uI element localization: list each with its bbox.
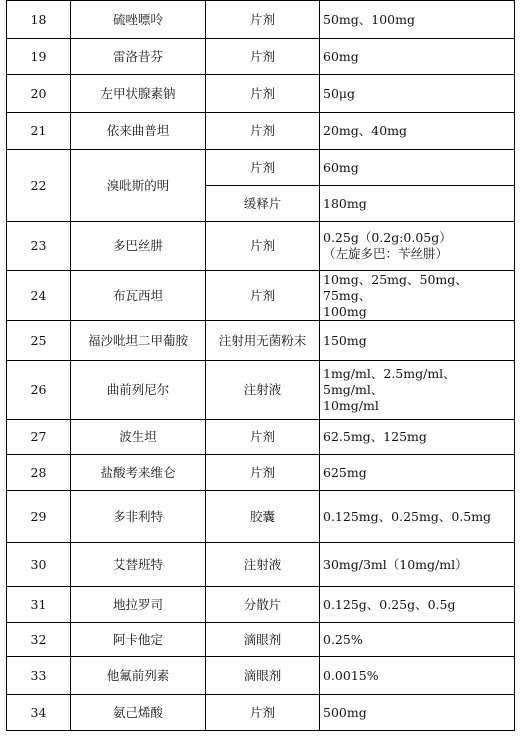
drug-spec-table [6,0,515,731]
dosage-form: 片剂 [206,39,320,75]
drug-name: 雷洛昔芬 [71,39,206,75]
table-row [7,222,515,271]
specification-line: 62.5mg、125mg [323,429,427,444]
dosage-form: 缓释片 [206,186,320,222]
specification [320,150,515,186]
table-row [7,695,515,731]
specification [320,455,515,491]
table-row [7,75,515,113]
row-number: 27 [7,420,71,455]
specification [320,75,515,113]
specification [320,271,515,321]
dosage-form: 滴眼剂 [206,623,320,657]
specification-line: 0.125mg、0.25mg、0.5mg [323,508,492,524]
drug-name: 左甲状腺素钠 [71,75,206,113]
drug-name: 氨己烯酸 [71,695,206,731]
specification-line: 60mg [323,159,359,175]
specification-line: 0.25g（0.2g:0.05g） [323,230,452,245]
specification [320,543,515,587]
dosage-form: 片剂 [206,75,320,113]
dosage-form: 片剂 [206,695,320,731]
drug-name: 曲前列尼尔 [71,361,206,420]
dosage-form: 片剂 [206,150,320,186]
drug-name: 阿卡他定 [71,623,206,657]
dosage-form: 片剂 [206,222,320,271]
specification [320,361,515,420]
specification-line: 10mg、25mg、50mg、75mg、 [323,271,468,303]
row-number: 34 [7,695,71,731]
row-number: 23 [7,222,71,271]
table-row [7,420,515,455]
dosage-form: 片剂 [206,455,320,491]
specification-line: 0.25% [323,631,363,647]
row-number: 26 [7,361,71,420]
row-number: 32 [7,623,71,657]
specification-line: 0.0015% [323,667,379,683]
dosage-form: 片剂 [206,420,320,455]
specification-line: 50mg、100mg [323,11,415,27]
drug-name: 多巴丝肼 [71,222,206,271]
row-number: 30 [7,543,71,587]
specification-line: 150mg [323,332,367,348]
row-number: 31 [7,587,71,623]
specification-line: 625mg [323,464,367,480]
row-number: 22 [7,150,71,222]
dosage-form: 注射液 [206,543,320,587]
dosage-form: 片剂 [206,113,320,150]
drug-name: 艾替班特 [71,543,206,587]
specification [320,491,515,543]
table-row [7,657,515,695]
row-number: 19 [7,39,71,75]
table-row [7,39,515,75]
specification [320,420,515,455]
table-row [7,321,515,361]
drug-name: 溴吡斯的明 [71,150,206,222]
drug-table-body [7,1,515,731]
specification [320,186,515,222]
specification-line: 10mg/ml [323,398,379,413]
drug-name: 波生坦 [71,420,206,455]
specification-line: 500mg [323,704,367,720]
table-row [7,587,515,623]
specification [320,321,515,361]
drug-name: 他氟前列素 [71,657,206,695]
specification-line: 20mg、40mg [323,123,408,138]
drug-name: 地拉罗司 [71,587,206,623]
specification-line: 50μg [323,85,356,101]
table-row [7,113,515,150]
drug-name: 硫唑嘌呤 [71,1,206,39]
row-number: 28 [7,455,71,491]
drug-name: 依来曲普坦 [71,113,206,150]
specification [320,39,515,75]
row-number: 29 [7,491,71,543]
specification-line: 30mg/3ml（10mg/ml） [323,556,468,572]
row-number: 21 [7,113,71,150]
specification-line: 100mg [323,303,367,319]
row-number: 24 [7,271,71,321]
specification [320,1,515,39]
table-row [7,271,515,321]
dosage-form: 注射用无菌粉末 [206,321,320,361]
specification [320,695,515,731]
drug-name: 盐酸考来维仑 [71,455,206,491]
table-row [7,455,515,491]
drug-name: 多非利特 [71,491,206,543]
table-row [7,623,515,657]
dosage-form: 注射液 [206,361,320,420]
drug-name: 布瓦西坦 [71,271,206,321]
specification-line: 1mg/ml、2.5mg/ml、5mg/ml、 [323,366,456,397]
specification [320,623,515,657]
dosage-form: 胶囊 [206,491,320,543]
table-row [7,150,515,186]
dosage-form: 片剂 [206,1,320,39]
specification-line: 60mg [323,48,359,64]
drug-name: 福沙吡坦二甲葡胺 [71,321,206,361]
table-row [7,1,515,39]
table-row [7,543,515,587]
specification-line: （左旋多巴：苄丝肼） [323,246,449,261]
table-row [7,361,515,420]
specification [320,113,515,150]
specification-line: 0.125g、0.25g、0.5g [323,596,456,612]
dosage-form: 滴眼剂 [206,657,320,695]
dosage-form: 片剂 [206,271,320,321]
row-number: 25 [7,321,71,361]
specification-line: 180mg [323,195,367,211]
specification [320,657,515,695]
specification [320,222,515,271]
row-number: 18 [7,1,71,39]
specification [320,587,515,623]
row-number: 33 [7,657,71,695]
table-row [7,491,515,543]
drug-table-container [6,0,515,731]
dosage-form: 分散片 [206,587,320,623]
row-number: 20 [7,75,71,113]
